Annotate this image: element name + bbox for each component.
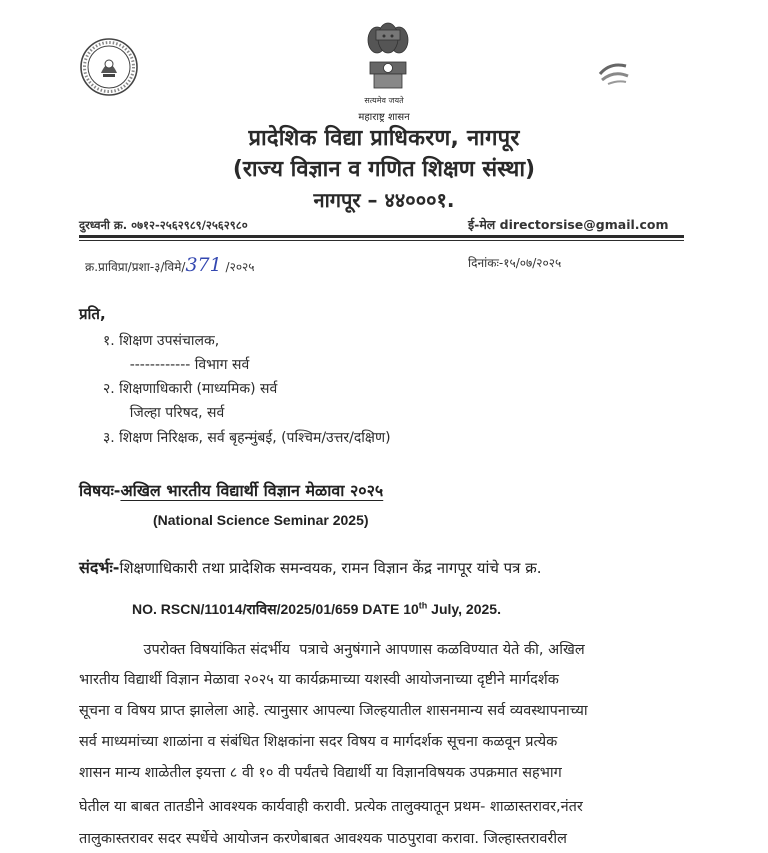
handwritten-outward-number: 371 (185, 254, 222, 276)
recipient-line: १. शिक्षण उपसंचालक, (103, 333, 220, 349)
corner-stamp-mark (596, 58, 632, 88)
body-line: सर्व माध्यमांच्या शाळांना व संबंधित शिक्षकांना सदर विषय व मार्गदर्शक सूचना कळवून प्रत्येक (79, 734, 558, 750)
body-line: तालुकास्तरावर सदर स्पर्धेचे आयोजन करणेबाबत आवश्यक पाठपुरावा करावा. जिल्हास्तरावरील (79, 831, 567, 847)
letter-reference-number: क्र.प्राविप्रा/प्रशा-३/विमे/371 /२०२५ (85, 254, 255, 276)
body-line: सूचना व विषय प्राप्त झालेला आहे. त्यानुसार आपल्या जिल्हयातील शासनमान्य सर्व व्यवस्थापनाच्या (79, 703, 588, 719)
office-title: प्रादेशिक विद्या प्राधिकरण, नागपूर (248, 126, 520, 151)
state-government-name: महाराष्ट्र शासन (358, 112, 410, 123)
body-line: घेतील या बाबत तातडीने आवश्यक कार्यवाही करावी. प्रत्येक तालुक्यातून प्रथम- शाळास्तरावर,नंतर (79, 799, 583, 815)
recipient-line: जिल्हा परिषद, सर्व (103, 405, 225, 421)
institute-seal-logo (79, 37, 139, 97)
recipient-line: ३. शिक्षण निरिक्षक, सर्व बृहन्मुंबई, (पश्चिम/उत्तर/दक्षिण) (103, 430, 391, 446)
body-line: उपरोक्त विषयांकित संदर्भीय पत्राचे अनुषंगाने आपणास कळविण्यात येते की, अखिल (79, 642, 585, 658)
header-divider-thin (79, 240, 684, 241)
body-line: शासन मान्य शाळेतील इयत्ता ८ वी १० वी पर्यंतचे विद्यार्थी या विज्ञानविषयक उपक्रमात सहभाग (79, 765, 562, 781)
header-divider (79, 235, 684, 238)
recipient-line: २. शिक्षणाधिकारी (माध्यमिक) सर्व (103, 381, 278, 397)
reference-line: संदर्भः-शिक्षणाधिकारी तथा प्रादेशिक समन्वयक, रामन विज्ञान केंद्र नागपूर यांचे पत्र क्र. (79, 558, 542, 577)
subject-text: अखिल भारतीय विद्यार्थी विज्ञान मेळावा २०२५ (120, 481, 384, 500)
recipients-heading: प्रति, (79, 305, 106, 323)
institute-name: (राज्य विज्ञान व गणित शिक्षण संस्था) (232, 157, 536, 182)
subject-english: (National Science Seminar 2025) (153, 512, 369, 528)
recipient-line: ------------ विभाग सर्व (103, 357, 250, 373)
email-address: ई-मेल directorsise@gmail.com (468, 217, 669, 232)
national-emblem-icon (360, 18, 416, 104)
city-pincode: नागपूर – ४४०००१. (313, 188, 455, 212)
reference-letter-number: NO. RSCN/11014/राविस/2025/01/659 DATE 10th July, 2025. (132, 600, 501, 617)
phone-number: दुरध्वनी क्र. ०७१२-२५६२९८९/२५६२९८० (79, 218, 248, 232)
body-line: भारतीय विद्यार्थी विज्ञान मेळावा २०२५ या कार्यक्रमाच्या यशस्वी आयोजनाच्या दृष्टीने मार्गदर्शक (79, 672, 559, 688)
subject-line: विषयः-अखिल भारतीय विद्यार्थी विज्ञान मेळावा २०२५ (79, 481, 384, 500)
emblem-motto: सत्यमेव जयते (364, 96, 404, 105)
letter-date: दिनांकः-१५/०७/२०२५ (468, 256, 562, 270)
